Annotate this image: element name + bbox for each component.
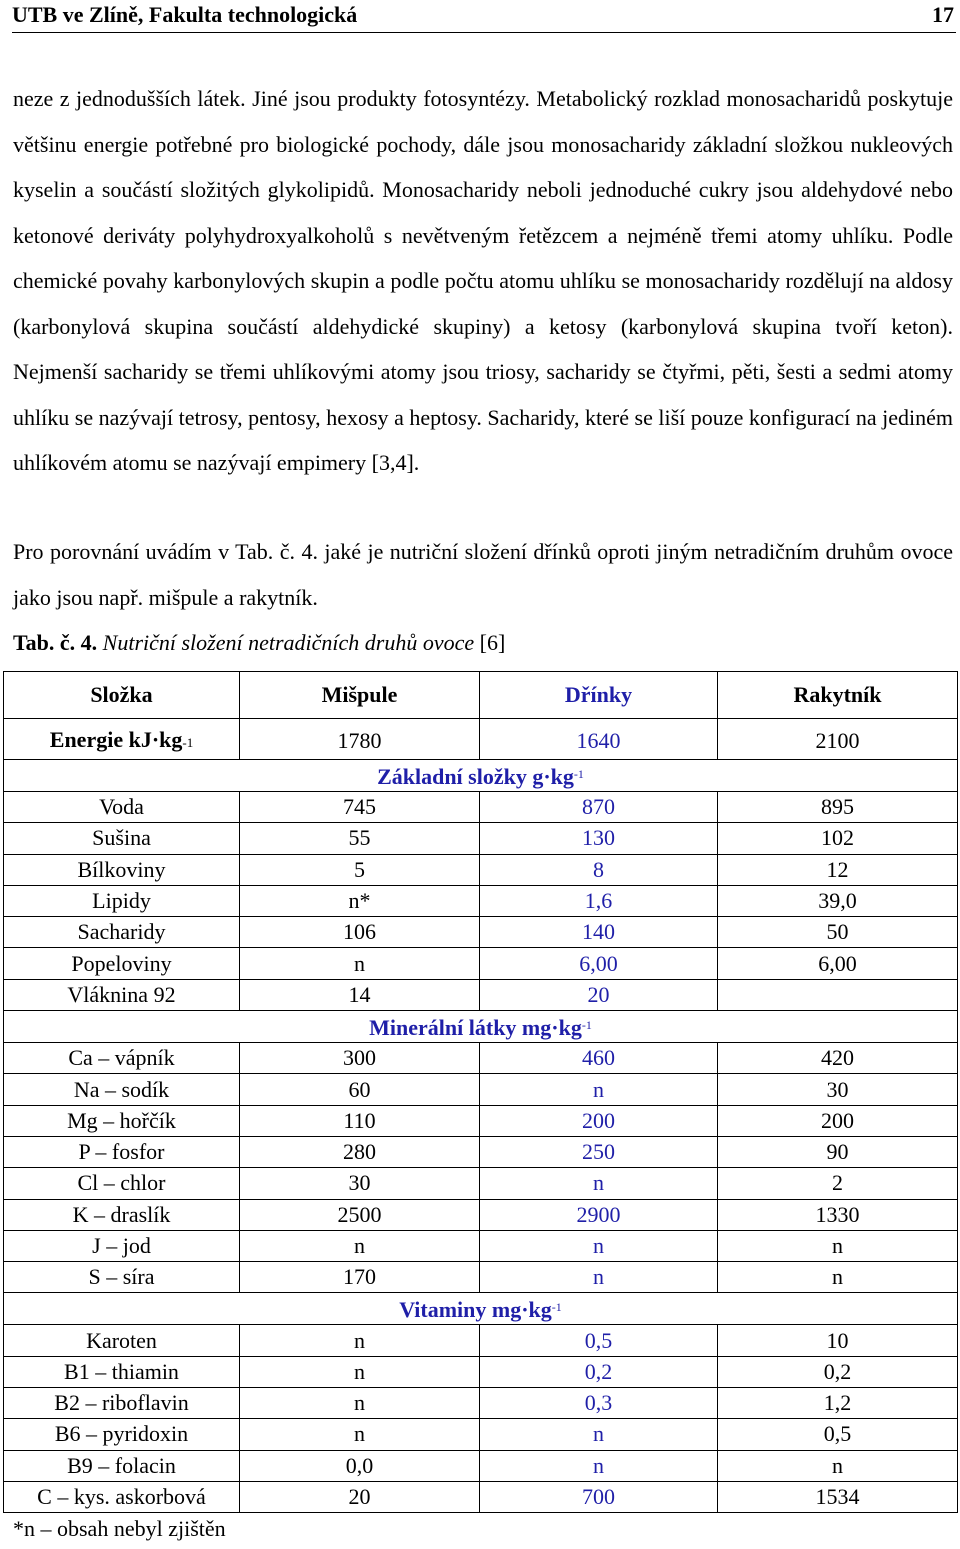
table-row [4,1105,958,1136]
page-number: 17 [932,2,954,27]
table-row-energy [4,719,958,760]
table-row [4,1419,958,1450]
table-cell: n [718,1450,958,1481]
table-cell: 12 [718,854,958,885]
section-title [4,1011,958,1043]
table-row [4,1262,958,1293]
row-label: Vláknina 92 [4,979,240,1010]
section-title-text: Základní složky g·kg [377,764,574,789]
table-row [4,792,958,823]
header-cell-rakytnik: Rakytník [718,672,958,719]
row-label: K – draslík [4,1199,240,1230]
table-row [4,1388,958,1419]
row-label: B6 – pyridoxin [4,1419,240,1450]
table-row [4,979,958,1010]
table-row [4,917,958,948]
row-label: Bílkoviny [4,854,240,885]
table-row [4,1136,958,1167]
table-row [4,1043,958,1074]
table-cell: 30 [718,1074,958,1105]
table-cell: 6,00 [718,948,958,979]
table-cell: 170 [240,1262,480,1293]
table-cell: n [240,948,480,979]
table-cell: 745 [240,792,480,823]
table-cell: 60 [240,1074,480,1105]
table-cell: 420 [718,1043,958,1074]
table-cell: 0,5 [718,1419,958,1450]
header-cell-drinky: Dřínky [480,672,718,719]
table-row [4,1074,958,1105]
table-cell: 1534 [718,1481,958,1512]
row-label: Karoten [4,1325,240,1356]
table-cell: n [480,1450,718,1481]
table-cell: 10 [718,1325,958,1356]
row-label: Sacharidy [4,917,240,948]
table-cell: 5 [240,854,480,885]
table-cell: n [480,1419,718,1450]
row-label: J – jod [4,1230,240,1261]
table-cell: 280 [240,1136,480,1167]
section-title-text: Vitaminy mg·kg [399,1297,552,1323]
table-cell: 106 [240,917,480,948]
row-label: P – fosfor [4,1136,240,1167]
section-title [4,760,958,792]
table-cell: 2900 [480,1199,718,1230]
table-row [4,1199,958,1230]
table-cell [718,979,958,1010]
table-cell: n [718,1230,958,1261]
table-row [4,948,958,979]
body-paragraph-1: neze z jednodušších látek. Jiné jsou produkty fotosyntézy. Metabolický rozklad monosacharidů poskytuje většinu energie potřebné pro biologické pochody, dále jsou monosacharidy základní složkou nukleových kyselin a součástí složitých glykolipidů. Monosacharidy neboli jednoduché cukry jsou aldehydové nebo ketonové deriváty polyhydroxyalkoholů s nevětveným řetězcem a nejméně třemi atomy uhlíku. Podle chemické povahy karbonylových skupin a podle počtu atomu uhlíku se monosacharidy rozdělují na aldosy (karbonylová skupina součástí aldehydické skupiny) a ketosy (karbonylová skupina tvoří keton). Nejmenší sacharidy se třemi uhlíkovými atomy jsou triosy, sacharidy se čtyřmi, pěti, šesti a sedmi atomy uhlíku se nazývají tetrosy, pentosy, hexosy a heptosy. Sacharidy, které se liší pouze konfigurací na jediném uhlíkovém atomu se nazývají empimery [3,4]. [13,86,953,475]
table-footnote: *n – obsah nebyl zjištěn [13,1516,226,1541]
table-cell: 0,2 [718,1356,958,1387]
energy-label-text: Energie kJ·kg [49,726,183,752]
table-cell: 1330 [718,1199,958,1230]
table-cell: 1,6 [480,885,718,916]
table-row [4,885,958,916]
table-section-row [4,1011,958,1043]
table-cell: 200 [480,1105,718,1136]
table-cell: n [480,1262,718,1293]
table-cell: 20 [480,979,718,1010]
table-cell: 460 [480,1043,718,1074]
table-cell: 20 [240,1481,480,1512]
table-cell: 55 [240,823,480,854]
table-cell: 1640 [480,719,718,760]
table-caption [13,621,505,665]
table-cell: 0,3 [480,1388,718,1419]
table-cell: n [240,1419,480,1450]
table-cell: 30 [240,1168,480,1199]
caption-title: Nutriční složení netradičních druhů ovoce [102,630,475,655]
table-cell: 2100 [718,719,958,760]
table-cell: 0,2 [480,1356,718,1387]
table-cell: n [240,1356,480,1387]
table-row [4,1325,958,1356]
section-title-exponent: -1 [581,1018,592,1033]
body-paragraph-2: Pro porovnání uvádím v Tab. č. 4. jaké je nutriční složení dřínků oproti jiným netradičním druhům ovoce jako jsou např. mišpule a rakytník. [13,539,953,610]
table-cell: 110 [240,1105,480,1136]
row-label: C – kys. askorbová [4,1481,240,1512]
row-label: Mg – hořčík [4,1105,240,1136]
caption-reference: [6] [479,630,506,655]
table-row [4,1230,958,1261]
section-title-exponent: -1 [551,1300,562,1315]
energy-label [4,719,240,760]
nutrition-table [3,671,958,1513]
row-label: Sušina [4,823,240,854]
caption-label: Tab. č. 4. [13,630,98,655]
table-row [4,1168,958,1199]
table-cell: 1,2 [718,1388,958,1419]
table-cell: n [480,1230,718,1261]
table-cell: 250 [480,1136,718,1167]
table-row [4,1481,958,1512]
table-cell: n [480,1168,718,1199]
section-title-text: Minerální látky mg·kg [369,1015,582,1041]
table-cell: 14 [240,979,480,1010]
table-cell: 1780 [240,719,480,760]
table-cell: 300 [240,1043,480,1074]
row-label: Cl – chlor [4,1168,240,1199]
header-cell-mispule: Mišpule [240,672,480,719]
table-cell: 102 [718,823,958,854]
table-row [4,1450,958,1481]
table-cell: n [480,1074,718,1105]
table-cell: 6,00 [480,948,718,979]
section-title [4,1293,958,1325]
table-cell: 2500 [240,1199,480,1230]
table-header-row [4,672,958,719]
table-body [4,719,958,1513]
table-cell: 895 [718,792,958,823]
row-label: B9 – folacin [4,1450,240,1481]
row-label: B2 – riboflavin [4,1388,240,1419]
section-title-exponent: -1 [573,767,584,781]
table-cell: 0,0 [240,1450,480,1481]
header-cell-component: Složka [4,672,240,719]
table-cell: n [240,1325,480,1356]
table-row [4,854,958,885]
table-cell: 39,0 [718,885,958,916]
table-section-row [4,1293,958,1325]
row-label: B1 – thiamin [4,1356,240,1387]
table-cell: n* [240,885,480,916]
table-cell: n [718,1262,958,1293]
table-cell: n [240,1388,480,1419]
table-section-row [4,760,958,792]
table-row [4,823,958,854]
table-cell: n [240,1230,480,1261]
table-cell: 50 [718,917,958,948]
row-label: Na – sodík [4,1074,240,1105]
table-cell: 2 [718,1168,958,1199]
header-title: UTB ve Zlíně, Fakulta technologická [12,2,358,27]
row-label: S – síra [4,1262,240,1293]
table-cell: 8 [480,854,718,885]
table-cell: 200 [718,1105,958,1136]
row-label: Voda [4,792,240,823]
row-label: Popeloviny [4,948,240,979]
row-label: Ca – vápník [4,1043,240,1074]
energy-label-exponent: -1 [182,734,194,750]
table-cell: 130 [480,823,718,854]
table-cell: 700 [480,1481,718,1512]
table-row [4,1356,958,1387]
table-cell: 0,5 [480,1325,718,1356]
page-header [12,0,956,33]
table-cell: 90 [718,1136,958,1167]
table-cell: 140 [480,917,718,948]
table-cell: 870 [480,792,718,823]
row-label: Lipidy [4,885,240,916]
